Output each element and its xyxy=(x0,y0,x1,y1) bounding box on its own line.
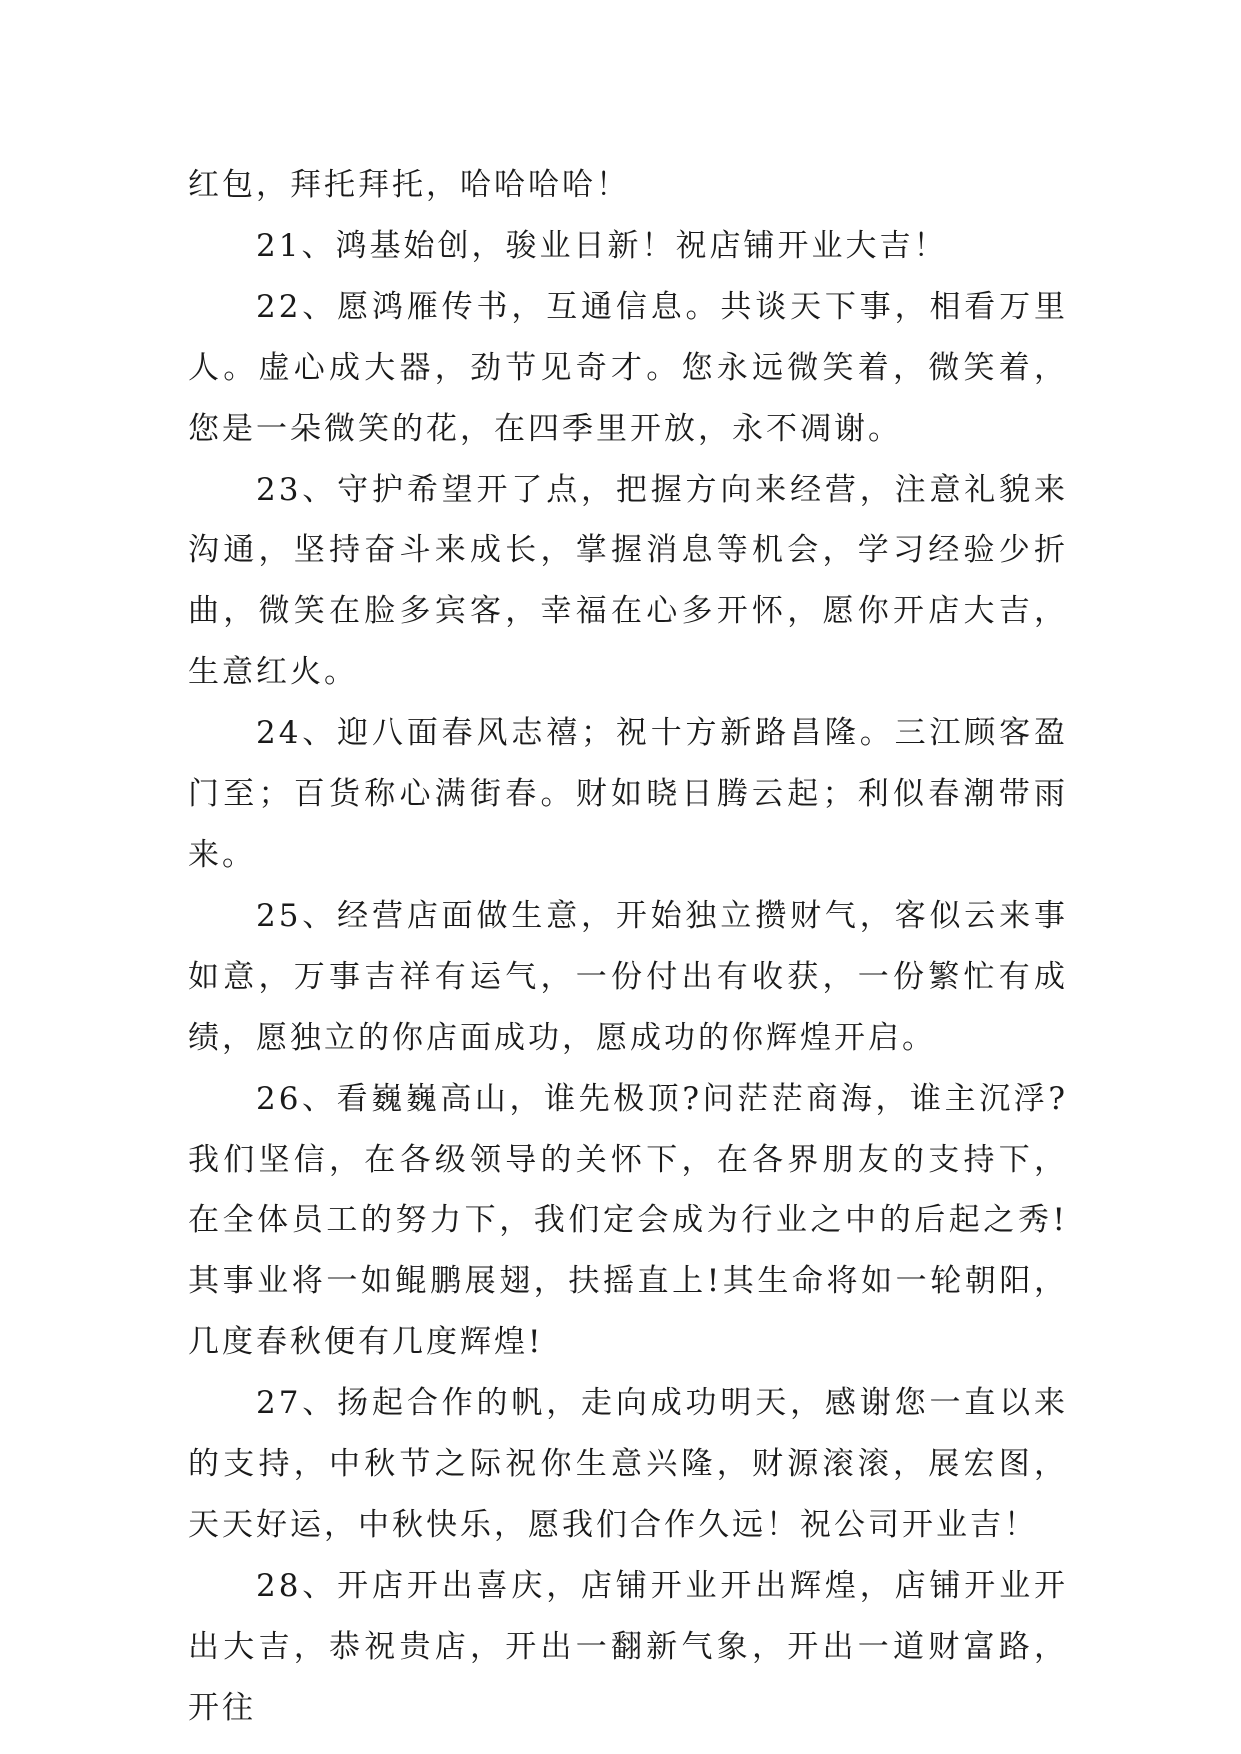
paragraph-28: 28、开店开出喜庆，店铺开业开出辉煌，店铺开业开出大吉，恭祝贵店，开出一翻新气象，开出一道财富路，开往 xyxy=(188,1567,1068,1726)
paragraph-25: 25、经营店面做生意，开始独立攒财气，客似云来事如意，万事吉祥有运气，一份付出有收获，一份繁忙有成绩，愿独立的你店面成功，愿成功的你辉煌开启。 xyxy=(188,897,1068,1056)
document-body xyxy=(188,155,1068,1739)
paragraph-22: 22、愿鸿雁传书，互通信息。共谈天下事，相看万里人。虚心成大器，劲节见奇才。您永远微笑着，微笑着，您是一朵微笑的花，在四季里开放，永不凋谢。 xyxy=(188,288,1068,447)
paragraph-24: 24、迎八面春风志禧；祝十方新路昌隆。三江顾客盈门至；百货称心满街春。财如晓日腾云起；利似春潮带雨来。 xyxy=(188,715,1068,873)
paragraph-21: 21、鸿基始创，骏业日新！祝店铺开业大吉！ xyxy=(256,227,948,264)
paragraph-26: 26、看巍巍高山，谁先极顶?问茫茫商海，谁主沉浮?我们坚信，在各级领导的关怀下，在各界朋友的支持下，在全体员工的努力下，我们定会成为行业之中的后起之秀!其事业将一如鲲鹏展翅，扶摇直上!其生命将如一轮朝阳，几度春秋便有几度辉煌! xyxy=(188,1080,1068,1361)
paragraph-23: 23、守护希望开了点，把握方向来经营，注意礼貌来沟通，坚持奋斗来成长，掌握消息等机会，学习经验少折曲，微笑在脸多宾客，幸福在心多开怀，愿你开店大吉，生意红火。 xyxy=(188,471,1068,691)
paragraph-20-continuation: 红包，拜托拜托，哈哈哈哈！ xyxy=(188,167,630,203)
paragraph-27: 27、扬起合作的帆，走向成功明天，感谢您一直以来的支持，中秋节之际祝你生意兴隆，财源滚滚，展宏图，天天好运，中秋快乐，愿我们合作久远！祝公司开业吉！ xyxy=(188,1385,1068,1543)
